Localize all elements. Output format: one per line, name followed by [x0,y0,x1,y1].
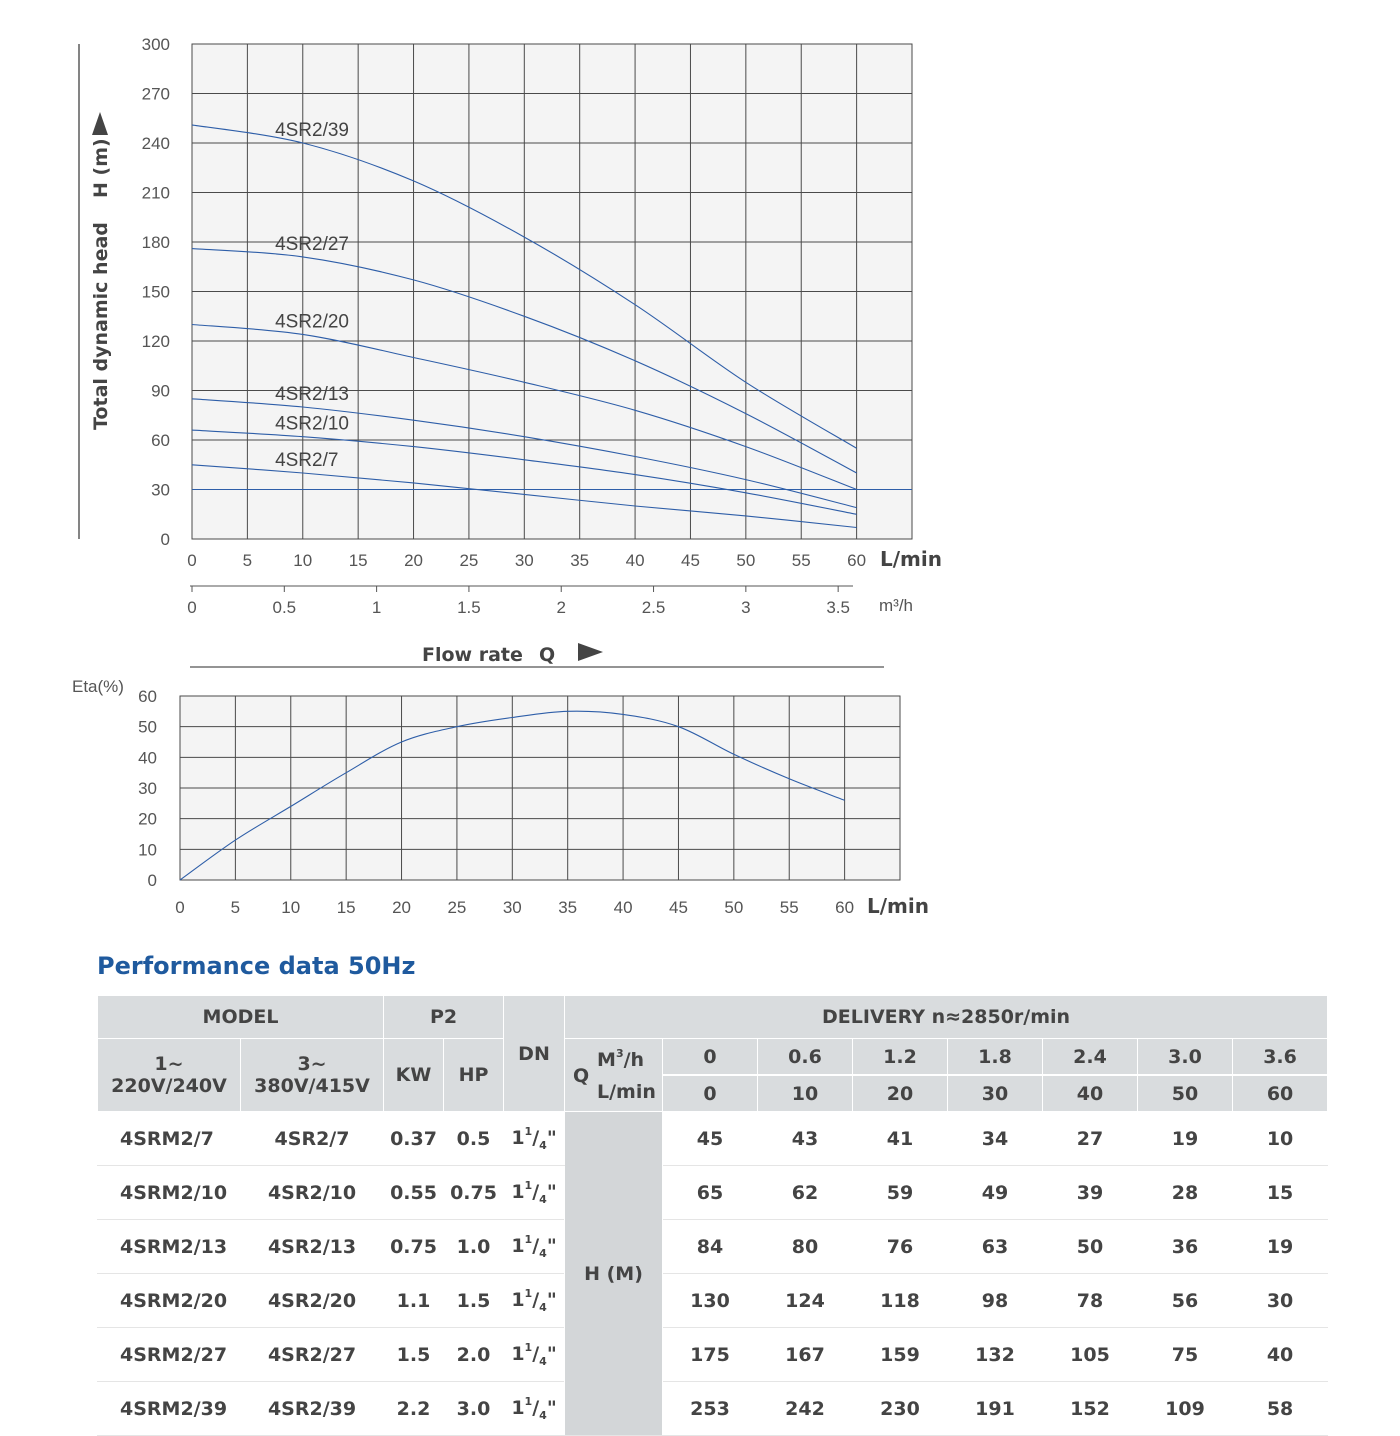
kw-header: KW [384,1039,444,1112]
kw-cell: 0.55 [384,1166,444,1220]
performance-table-body [98,1112,1328,1436]
x-tick-label: 60 [847,551,867,570]
head-chart [79,35,942,667]
x-tick-label: 50 [736,551,756,570]
eta-x-tick-label: 10 [281,898,301,917]
model-1ph-cell: 4SRM2/13 [98,1220,241,1274]
flow-m3h-cell: 2.4 [1043,1039,1138,1076]
eta-x-tick-label: 20 [392,898,411,917]
y-tick-label: 180 [141,233,170,252]
model-1ph-cell: 4SRM2/39 [98,1382,241,1436]
y-tick-label: 60 [151,431,170,450]
model-3ph-cell: 4SR2/20 [241,1274,384,1328]
flow-lmin-cell: 0 [663,1075,758,1112]
flow-lmin-cell: 20 [853,1075,948,1112]
head-value-cell: 30 [1233,1274,1328,1328]
performance-table [97,995,1328,1436]
y-tick-label: 150 [141,282,170,302]
y-tick-label: 90 [151,381,170,401]
model-3ph-cell: 4SR2/13 [241,1220,384,1274]
head-value-cell: 230 [853,1382,948,1436]
model-1ph-cell: 4SRM2/20 [98,1274,241,1328]
hp-cell: 2.0 [444,1328,504,1382]
x2-tick-label: 3.5 [826,598,850,617]
head-value-cell: 80 [758,1220,853,1274]
x-tick-label: 35 [570,551,590,570]
head-value-cell: 45 [663,1112,758,1166]
x-tick-label: 40 [625,551,645,570]
head-value-cell: 43 [758,1112,853,1166]
dn-cell: $1^1/_4$" [504,1382,565,1436]
flow-m3h-cell: 0.6 [758,1039,853,1076]
head-value-cell: 152 [1043,1382,1138,1436]
q-unit-header: Q $M^3/h$ L/min [565,1039,663,1112]
x-axis-arrow-icon [578,643,603,661]
flow-lmin-cell: 60 [1233,1075,1328,1112]
table-row [98,1112,1328,1166]
table-row [98,1166,1328,1220]
x-tick-label: 55 [791,551,811,570]
x-tick-label: 25 [459,551,479,570]
delivery-header: DELIVERY n≈2850r/min [565,996,1328,1039]
head-value-cell: 253 [663,1382,758,1436]
model-3ph-cell: 4SR2/7 [241,1112,384,1166]
curve-label: 4SR2/10 [275,413,350,435]
eta-x-tick-label: 40 [613,898,633,917]
head-value-cell: 98 [948,1274,1043,1328]
flow-m3h-cell: 0 [663,1039,758,1076]
y-axis-unit: H (m) [90,138,112,198]
head-value-cell: 58 [1233,1382,1328,1436]
head-value-cell: 78 [1043,1274,1138,1328]
eta-y-tick-label: 30 [138,779,157,798]
flow-m3h-cell: 1.2 [853,1039,948,1076]
eta-x-tick-label: 30 [502,898,522,917]
hp-cell: 0.75 [444,1166,504,1220]
hp-cell: 0.5 [444,1112,504,1166]
head-value-cell: 36 [1138,1220,1233,1274]
table-row [98,1328,1328,1382]
eta-x-tick-label: 50 [724,898,744,917]
flow-m3h-cell: 3.0 [1138,1039,1233,1076]
hp-cell: 1.0 [444,1220,504,1274]
efficiency-chart [72,677,929,918]
hp-cell: 3.0 [444,1382,504,1436]
head-value-cell: 10 [1233,1112,1328,1166]
kw-cell: 0.75 [384,1220,444,1274]
eta-y-tick-label: 10 [138,840,157,860]
model-1ph-cell: 4SRM2/10 [98,1166,241,1220]
eta-x-tick-label: 25 [447,898,467,917]
eta-y-tick-label: 0 [147,871,157,890]
head-value-cell: 75 [1138,1328,1233,1382]
x2-tick-label: 1 [371,598,382,617]
eta-y-tick-label: 60 [138,687,157,706]
eta-y-tick-label: 40 [138,748,157,768]
x2-unit-label: m³/h [879,596,913,615]
head-value-cell: 15 [1233,1166,1328,1220]
head-value-cell: 28 [1138,1166,1233,1220]
head-value-cell: 50 [1043,1220,1138,1274]
eta-x-tick-label: 60 [835,898,855,917]
eta-x-unit-label: L/min [867,894,929,918]
x2-tick-label: 0 [187,598,197,617]
head-value-cell: 40 [1233,1328,1328,1382]
head-value-cell: 118 [853,1274,948,1328]
eta-x-tick-label: 15 [336,898,356,917]
head-value-cell: 19 [1233,1220,1328,1274]
x2-tick-label: 2.5 [641,598,666,617]
head-value-cell: 159 [853,1328,948,1382]
model-header: MODEL [98,996,384,1039]
x-tick-label: 30 [514,551,534,570]
eta-x-tick-label: 35 [558,898,578,917]
y-tick-label: 30 [151,480,170,500]
dn-cell: $1^1/_4$" [504,1166,565,1220]
x-unit-label: L/min [880,547,942,571]
head-value-cell: 124 [758,1274,853,1328]
head-value-cell: 167 [758,1328,853,1382]
x-tick-label: 0 [187,551,197,570]
table-row [98,1382,1328,1436]
eta-y-axis-title: Eta(%) [72,677,124,696]
head-value-cell: 56 [1138,1274,1233,1328]
x-axis-title: Flow rate [422,644,523,666]
dn-cell: $1^1/_4$" [504,1220,565,1274]
head-value-cell: 19 [1138,1112,1233,1166]
hp-cell: 1.5 [444,1274,504,1328]
kw-cell: 0.37 [384,1112,444,1166]
head-value-cell: 105 [1043,1328,1138,1382]
p2-header: P2 [384,996,504,1039]
hp-header: HP [444,1039,504,1112]
flow-lmin-cell: 40 [1043,1075,1138,1112]
x-axis-symbol: Q [539,644,556,666]
kw-cell: 1.1 [384,1274,444,1328]
kw-cell: 1.5 [384,1328,444,1382]
x2-tick-label: 1.5 [457,598,481,617]
dn-cell: $1^1/_4$" [504,1274,565,1328]
flow-lmin-cell: 10 [758,1075,853,1112]
head-value-cell: 242 [758,1382,853,1436]
flow-lmin-cell: 50 [1138,1075,1233,1112]
curve-label: 4SR2/13 [275,384,350,405]
x-tick-label: 15 [348,551,368,570]
model-3ph-cell: 4SR2/27 [241,1328,384,1382]
x2-tick-label: 2 [556,598,566,617]
head-value-cell: 41 [853,1112,948,1166]
curve-label: 4SR2/39 [275,120,350,141]
head-value-cell: 49 [948,1166,1043,1220]
head-value-cell: 27 [1043,1112,1138,1166]
y-tick-label: 300 [141,35,170,54]
flow-m3h-cell: 1.8 [948,1039,1043,1076]
y-tick-label: 0 [160,530,170,549]
head-value-cell: 130 [663,1274,758,1328]
model-1ph-cell: 4SRM2/7 [98,1112,241,1166]
head-value-cell: 59 [853,1166,948,1220]
model-3ph-cell: 4SR2/10 [241,1166,384,1220]
head-value-cell: 175 [663,1328,758,1382]
dn-header: DN [504,996,565,1112]
head-value-cell: 63 [948,1220,1043,1274]
eta-y-tick-label: 20 [138,809,157,829]
head-value-cell: 109 [1138,1382,1233,1436]
x-tick-label: 20 [404,551,423,570]
dn-cell: $1^1/_4$" [504,1328,565,1382]
kw-cell: 2.2 [384,1382,444,1436]
model-3ph-cell: 4SR2/39 [241,1382,384,1436]
eta-x-tick-label: 5 [230,898,241,917]
head-value-cell: 84 [663,1220,758,1274]
head-value-cell: 34 [948,1112,1043,1166]
flow-m3h-cell: 3.6 [1233,1039,1328,1076]
table-row [98,1220,1328,1274]
y-tick-label: 270 [141,84,170,104]
head-value-cell: 132 [948,1328,1043,1382]
eta-x-tick-label: 45 [669,898,688,917]
y-axis-title: Total dynamic head [90,222,112,430]
eta-y-tick-label: 50 [138,717,157,737]
eta-x-tick-label: 55 [779,898,799,917]
y-tick-label: 210 [141,183,170,203]
curve-label: 4SR2/27 [275,233,350,255]
head-value-cell: 62 [758,1166,853,1220]
head-value-cell: 65 [663,1166,758,1220]
y-axis-arrow-icon [92,112,108,135]
x2-tick-label: 3 [741,598,751,617]
head-label-cell: H (M) [565,1112,663,1436]
curve-label: 4SR2/7 [275,450,339,471]
x-tick-label: 5 [242,551,253,570]
section-title: Performance data 50Hz [97,952,416,980]
curve-label: 4SR2/20 [275,311,350,333]
model-1ph-cell: 4SRM2/27 [98,1328,241,1382]
x-tick-label: 45 [681,551,700,570]
table-row [98,1274,1328,1328]
single-phase-header: 1~ 220V/240V [98,1039,241,1112]
head-value-cell: 39 [1043,1166,1138,1220]
y-tick-label: 120 [141,332,170,351]
dn-cell: $1^1/_4$" [504,1112,565,1166]
eta-x-tick-label: 0 [175,898,185,917]
x-tick-label: 10 [293,551,313,570]
head-value-cell: 191 [948,1382,1043,1436]
x2-tick-label: 0.5 [272,598,297,617]
y-tick-label: 240 [141,134,170,153]
three-phase-header: 3~ 380V/415V [241,1039,384,1112]
flow-lmin-cell: 30 [948,1075,1043,1112]
head-value-cell: 76 [853,1220,948,1274]
